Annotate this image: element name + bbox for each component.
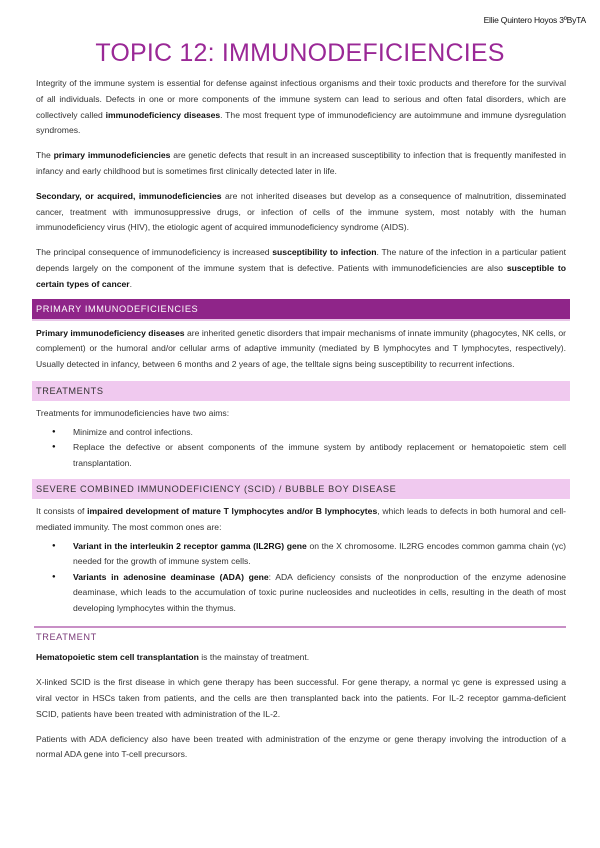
intro-paragraph [36,189,566,236]
list-item [73,425,566,441]
text-run: are not inherited diseases but develop as a consequence of malnutrition, disseminated cancer, treatment with immunosuppressive drugs, or infection of cells of the immune system, most notably with the human immunodeficiency virus (HIV), the etiologic agent of acquired immunodeficiency syndrome (AIDS). [36,190,566,233]
text-run: Patients with ADA deficiency also have been treated with administration of the enzyme or gene therapy involving the introduction of a normal ADA gene into T-cell precursors. [36,733,566,760]
text-run: X-linked SCID is the first disease in which gene therapy has been successful. For gene therapy, a normal γc gene is expressed using a viral vector in HSCs taken from patients, and the cells are then transplanted back into the patients. For IL-2 receptor gamma-deficient SCID, patients have been treated with administration of the IL-2. [36,677,566,719]
text-run: The principal consequence of immunodeficiency is increased [36,247,273,258]
bold-text: susceptibility to infection [272,247,377,258]
section-heading-treatment: TREATMENT [34,626,566,646]
section-heading-treatments: TREATMENTS [32,381,570,401]
treatment-paragraph [36,650,566,666]
bold-text: Variants in adenosine deaminase (ADA) gene [73,571,269,582]
scid-paragraph [36,504,566,536]
treatment-paragraph [36,732,566,764]
text-run: . [129,278,133,289]
text-run: : ADA deficiency consists of the nonproduction of the enzyme adenosine deaminase, which leads to the accumulation of toxic purine nucleosides and nucleotides in cells, resulting in the death of most developing lymphocytes within the thymus. [73,571,567,613]
text-run: . The most frequent type of immunodeficiency are autoimmune and immune dysregulation syndromes. [36,109,566,136]
section-heading-scid: SEVERE COMBINED IMMUNODEFICIENCY (SCID) / BUBBLE BOY DISEASE [32,479,570,499]
text-run: Minimize and control infections. [73,426,193,437]
section-heading-primary: PRIMARY IMMUNODEFICIENCIES [32,299,570,321]
text-run: It consists of [36,506,88,517]
bold-text: susceptible to certain types of cancer [36,262,566,289]
list-item [73,539,566,570]
intro-paragraph [36,148,566,180]
treatments-paragraph [36,406,566,422]
bold-text: Primary immunodeficiency diseases [36,327,185,338]
text-run: Replace the defective or absent components of the immune system by antibody replacement or hematopoietic stem cell transplantation. [73,442,566,468]
list-item [73,440,566,471]
text-run: are inherited genetic disorders that impair mechanisms of innate immunity (phagocytes, NK cells, or complement) or the humoral and/or cellular arms of adaptive immunity (mediated by B lymphocytes and T lymphocytes, respectively). Usually detected in infancy, between 6 months and 2 years of age, the telltale signs being susceptibility to recurrent infections. [36,327,566,370]
text-run: is the mainstay of treatment. [198,652,310,663]
bold-text: Secondary, or acquired, immunodeficiencies [36,190,222,201]
document-body [36,76,566,772]
text-run: on the X chromosome. IL2RG encodes common gamma chain (γc) needed for the growth of immune system cells. [73,540,566,567]
bold-text: Hematopoietic stem cell transplantation [36,652,199,663]
treatment-paragraph [36,675,566,722]
text-run: Treatments for immunodeficiencies have two aims: [36,407,230,418]
intro-paragraph [36,245,566,292]
scid-list [36,539,566,617]
bold-text: primary immunodeficiencies [53,150,171,161]
bold-text: Variant in the interleukin 2 receptor gamma (IL2RG) gene [73,540,307,551]
text-run: . The nature of the infection in a particular patient depends largely on the component of the immune system that is defective. Patients with immunodeficiencies are also [36,247,566,273]
page-title: TOPIC 12: IMMUNODEFICIENCIES [95,39,505,67]
text-run: Integrity of the immune system is essential for defense against infectious organisms and their toxic products and therefore for the survival of all individuals. Defects in one or more components of the immune system can lead to serious and often fatal disorders, which are collectively called [36,78,566,120]
primary-paragraph [36,326,566,373]
author-header: Ellie Quintero Hoyos 3ºByTA [483,15,586,25]
text-run: are genetic defects that result in an increased susceptibility to infection that is frequently manifested in infancy and early childhood but is sometimes first clinically detected later in life. [36,150,566,176]
list-item [73,570,566,617]
text-run: , which leads to defects in both humoral and cell-mediated immunity. The most common ones are: [36,506,566,533]
intro-paragraph [36,76,566,139]
text-run: The [36,150,54,161]
bold-text: immunodeficiency diseases [105,109,221,120]
treatments-list [36,425,566,472]
bold-text: impaired development of mature T lymphocytes and/or B lymphocytes [87,506,378,517]
